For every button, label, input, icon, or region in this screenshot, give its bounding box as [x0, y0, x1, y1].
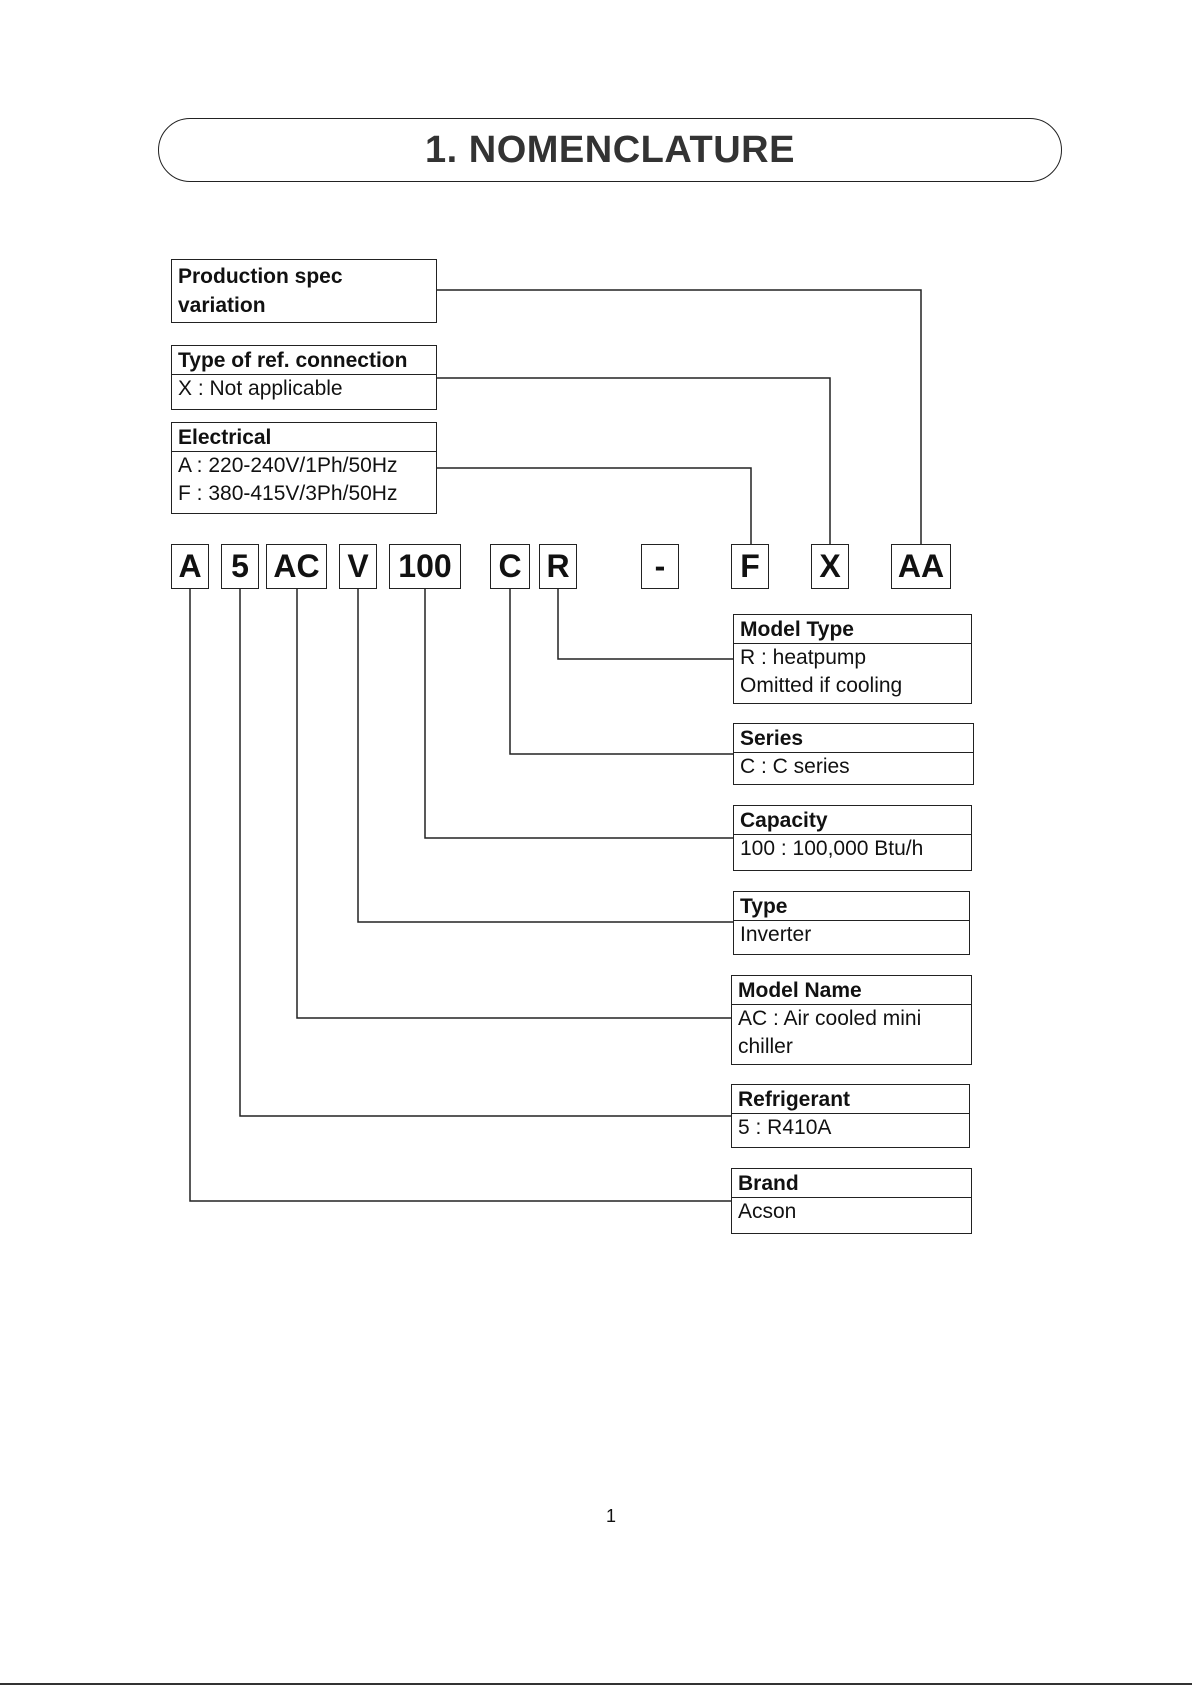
connector-electrical — [437, 468, 751, 544]
box-model-name — [731, 975, 972, 1065]
box-heading: Capacity — [734, 806, 971, 835]
box-series — [733, 723, 974, 785]
code-segment-ref-connection: X — [811, 544, 849, 589]
box-line: Omitted if cooling — [740, 674, 903, 697]
connector-refrigerant — [240, 589, 731, 1116]
code-segment-model-name: AC — [266, 544, 327, 589]
box-heading: Series — [734, 724, 973, 753]
box-line: Acson — [738, 1200, 797, 1223]
code-segment-refrigerant: 5 — [221, 544, 259, 589]
code-segment-series: C — [490, 544, 530, 589]
box-heading: Model Type — [734, 615, 971, 644]
box-line: AC : Air cooled mini — [738, 1007, 922, 1030]
connector-ref-connection — [437, 378, 830, 544]
box-line: R : heatpump — [740, 646, 867, 669]
box-heading: Type of ref. connection — [172, 346, 436, 375]
box-type — [733, 891, 970, 955]
box-heading: Model Name — [732, 976, 971, 1005]
box-line: F : 380-415V/3Ph/50Hz — [178, 482, 398, 505]
box-capacity — [733, 805, 972, 871]
code-segment-capacity: 100 — [389, 544, 461, 589]
box-brand — [731, 1168, 972, 1234]
box-heading: Refrigerant — [732, 1085, 969, 1114]
code-segment-brand: A — [171, 544, 209, 589]
connector-brand — [190, 589, 731, 1201]
code-segment-model-type: R — [539, 544, 577, 589]
code-segment-type: V — [339, 544, 377, 589]
box-line: C : C series — [740, 755, 850, 778]
page-number: 1 — [605, 1506, 616, 1526]
page-title: 1. NOMENCLATURE — [425, 128, 795, 171]
connector-model-name — [297, 589, 731, 1018]
connector-production-spec — [437, 290, 921, 544]
code-segment-dash: - — [641, 544, 679, 589]
box-heading: Brand — [732, 1169, 971, 1198]
box-line: chiller — [738, 1035, 793, 1058]
title-banner — [158, 118, 1062, 182]
box-line: 5 : R410A — [738, 1116, 832, 1139]
connector-series — [510, 589, 733, 754]
box-ref-connection — [171, 345, 437, 410]
connector-model-type — [558, 589, 733, 659]
box-heading: Type — [734, 892, 969, 921]
box-refrigerant — [731, 1084, 970, 1148]
box-heading: Electrical — [172, 423, 436, 452]
box-line: 100 : 100,000 Btu/h — [740, 837, 924, 860]
box-line: Inverter — [740, 923, 812, 946]
code-segment-production-spec: AA — [891, 544, 951, 589]
connector-type — [358, 589, 733, 922]
box-production-spec — [171, 259, 437, 323]
code-segment-electrical: F — [731, 544, 769, 589]
box-line: A : 220-240V/1Ph/50Hz — [178, 454, 398, 477]
box-model-type — [733, 614, 972, 704]
box-line: X : Not applicable — [178, 377, 343, 400]
connector-capacity — [425, 589, 733, 838]
box-electrical — [171, 422, 437, 514]
box-heading: Production spec variation — [178, 265, 343, 317]
